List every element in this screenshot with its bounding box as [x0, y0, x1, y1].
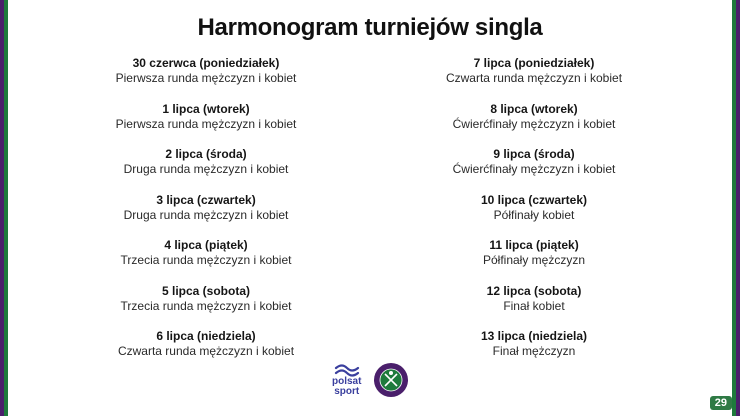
schedule-description: Półfinały mężczyzn [482, 253, 586, 267]
schedule-description: Ćwierćfinały mężczyzn i kobiet [452, 162, 616, 176]
schedule-date: 2 lipca (środa) [165, 147, 247, 161]
schedule-description: Pierwsza runda mężczyzn i kobiet [115, 71, 297, 85]
schedule-description: Finał mężczyzn [492, 344, 576, 358]
schedule-date: 10 lipca (czwartek) [480, 192, 588, 207]
page-number-badge: 29 [710, 396, 732, 410]
schedule-description: Półfinały kobiet [493, 207, 575, 222]
polsat-sport-logo [332, 363, 361, 397]
schedule-description: Czwarta runda mężczyzn i kobiet [445, 71, 623, 85]
schedule-date: 7 lipca (poniedziałek) [473, 56, 595, 70]
schedule-date: 9 lipca (środa) [493, 147, 575, 161]
schedule-entry [76, 329, 336, 375]
left-green-stripe [4, 0, 8, 416]
schedule-description: Druga runda mężczyzn i kobiet [123, 162, 289, 176]
schedule-date: 11 lipca (piątek) [489, 238, 579, 252]
schedule-entry [404, 56, 664, 102]
schedule-entry [404, 238, 664, 284]
schedule-entry [76, 284, 336, 330]
schedule-entry [76, 238, 336, 284]
schedule-date: 30 czerwca (poniedziałek) [132, 56, 280, 70]
schedule-date: 13 lipca (niedziela) [480, 329, 588, 343]
wimbledon-logo-icon [373, 362, 409, 398]
page-title: Harmonogram turniejów singla [197, 14, 543, 41]
schedule-entry [404, 329, 664, 375]
polsat-logo-text-line2: sport [334, 386, 360, 397]
schedule-date: 5 lipca (sobota) [161, 283, 250, 298]
schedule-description: Druga runda mężczyzn i kobiet [123, 207, 289, 222]
schedule-entry [76, 193, 336, 239]
schedule-date: 3 lipca (czwartek) [156, 192, 256, 207]
polsat-wave-icon [334, 363, 360, 377]
schedule-description: Czwarta runda mężczyzn i kobiet [117, 344, 295, 358]
schedule-description: Finał kobiet [503, 298, 565, 313]
schedule-entry [404, 193, 664, 239]
schedule-entry [76, 102, 336, 148]
schedule-date: 1 lipca (wtorek) [162, 101, 250, 116]
schedule-entry [76, 147, 336, 193]
schedule-date: 8 lipca (wtorek) [490, 101, 578, 116]
schedule-date: 12 lipca (sobota) [486, 283, 582, 298]
left-schedule-column [76, 56, 336, 375]
schedule-date: 6 lipca (niedziela) [156, 329, 256, 343]
right-purple-stripe [736, 0, 740, 416]
schedule-entry [404, 284, 664, 330]
schedule-description: Pierwsza runda mężczyzn i kobiet [115, 116, 297, 131]
right-schedule-column [404, 56, 664, 375]
polsat-logo-text-line1: polsat [332, 376, 362, 387]
schedule-entry [404, 147, 664, 193]
schedule-description: Ćwierćfinały mężczyzn i kobiet [452, 116, 616, 131]
schedule-description: Trzecia runda mężczyzn i kobiet [120, 298, 292, 313]
schedule-date: 4 lipca (piątek) [164, 238, 248, 252]
schedule-entry [76, 56, 336, 102]
logos-row [332, 362, 409, 398]
schedule-entry [404, 102, 664, 148]
schedule-description: Trzecia runda mężczyzn i kobiet [120, 253, 292, 267]
